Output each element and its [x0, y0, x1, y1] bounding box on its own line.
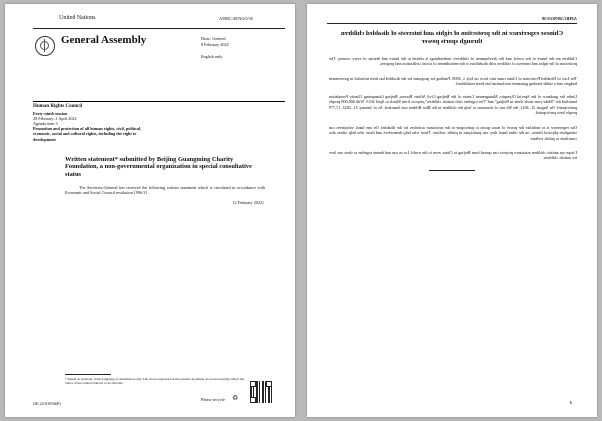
- statement-heading: Written statement* submitted by Beijing Guangming Charity Foundation, a non-governmental organization in special consultative status: [65, 156, 252, 178]
- distribution: Distr.: General: [201, 36, 226, 41]
- mirrored-content: [307, 4, 597, 417]
- page-number: 2: [569, 400, 572, 405]
- ge-number: GE.22-01656(E): [33, 401, 62, 406]
- doc-symbol: A/HRC/49/NGO/38: [219, 16, 253, 21]
- paragraph-3: Under the guidance of the Special Olympics Management Center of the Beijing Civil Affairs Bureau, Beijing Guangming Charity Foundation launched the "Make your smile shine in Beijing" and "Get together with autistic children" projects from March to April 2015. With 600,000 people participated. On August 21, 2021, the 9th run of donations to help the children in the Blue Ribbon was launched. As of January 31, 2022, 17,779 people have participated.: [329, 94, 577, 116]
- page2-symbol: A/HRC/49/NGO/38: [542, 16, 577, 21]
- org-name: United Nations: [59, 15, 96, 21]
- language: English only: [201, 54, 223, 59]
- issue-date: 8 February 2022: [201, 42, 229, 47]
- paragraph-4: Our experience is to mobilize the power of mass sports to participate in the assistance activities for the disabled. On one hand, volunteers can strengthen physical fitness, on the other hand, they can participate in public welfare. Those who help themselves and those who help others also contribute to public welfare.: [329, 125, 577, 141]
- header-rule: [33, 28, 285, 29]
- council-name: Human Rights Council: [33, 104, 83, 109]
- thick-rule: [33, 101, 285, 102]
- intro-text: The Secretary-General has received the following written statement which is circulated in accordance with Economic and Social Council resolution 1996/31.: [65, 185, 265, 196]
- document-page-1: [5, 4, 295, 417]
- paragraph-5: I hope our autistic children assistance projects can spread from Beijing to China, even to the world. Let us run and donate together to show our love for autistic children.: [329, 150, 577, 161]
- page2-title: Chinese experience in the protection of rights and interests of disabled children through sports power: [340, 30, 564, 45]
- page2-header-rule: [327, 23, 577, 24]
- qr-code-icon: [250, 381, 272, 403]
- footnote: * Issued as received, in the language of submission only. The views expressed in the present document do not necessarily reflect the views of the United Nations or its officials.: [65, 377, 245, 386]
- un-emblem-icon: [35, 36, 55, 56]
- paragraph-2: The Law of Disabled Protection of China came into force on July 1, 2008. Funding for programs for the disabled has been included in government budgets and a stable funding guarantee mechanism has been established.: [329, 76, 577, 87]
- footnote-rule: [65, 374, 111, 375]
- received-date: [2 February 2022]: [233, 200, 264, 205]
- paragraph-1: Children are the future of the world, and the development of children's undertakings is related to the future and destiny of every country. The protection of the rights and interests of children with disabilities is the embodiment of social civilization and progress.: [329, 56, 577, 67]
- closing-rule: [429, 170, 475, 171]
- document-page-2: [307, 4, 597, 417]
- agenda-item: Agenda item 3: [33, 121, 58, 126]
- recycle-label: Please recycle: [201, 397, 225, 402]
- assembly-title: General Assembly: [61, 34, 147, 46]
- session-dates: 28 February–1 April 2022: [33, 116, 77, 121]
- agenda-title: Promotion and protection of all human rights, civil, political, economic, social and cultural rights, including the right to development: [33, 126, 142, 142]
- session: Forty-ninth session: [33, 111, 68, 116]
- recycle-icon: ♻: [232, 394, 239, 402]
